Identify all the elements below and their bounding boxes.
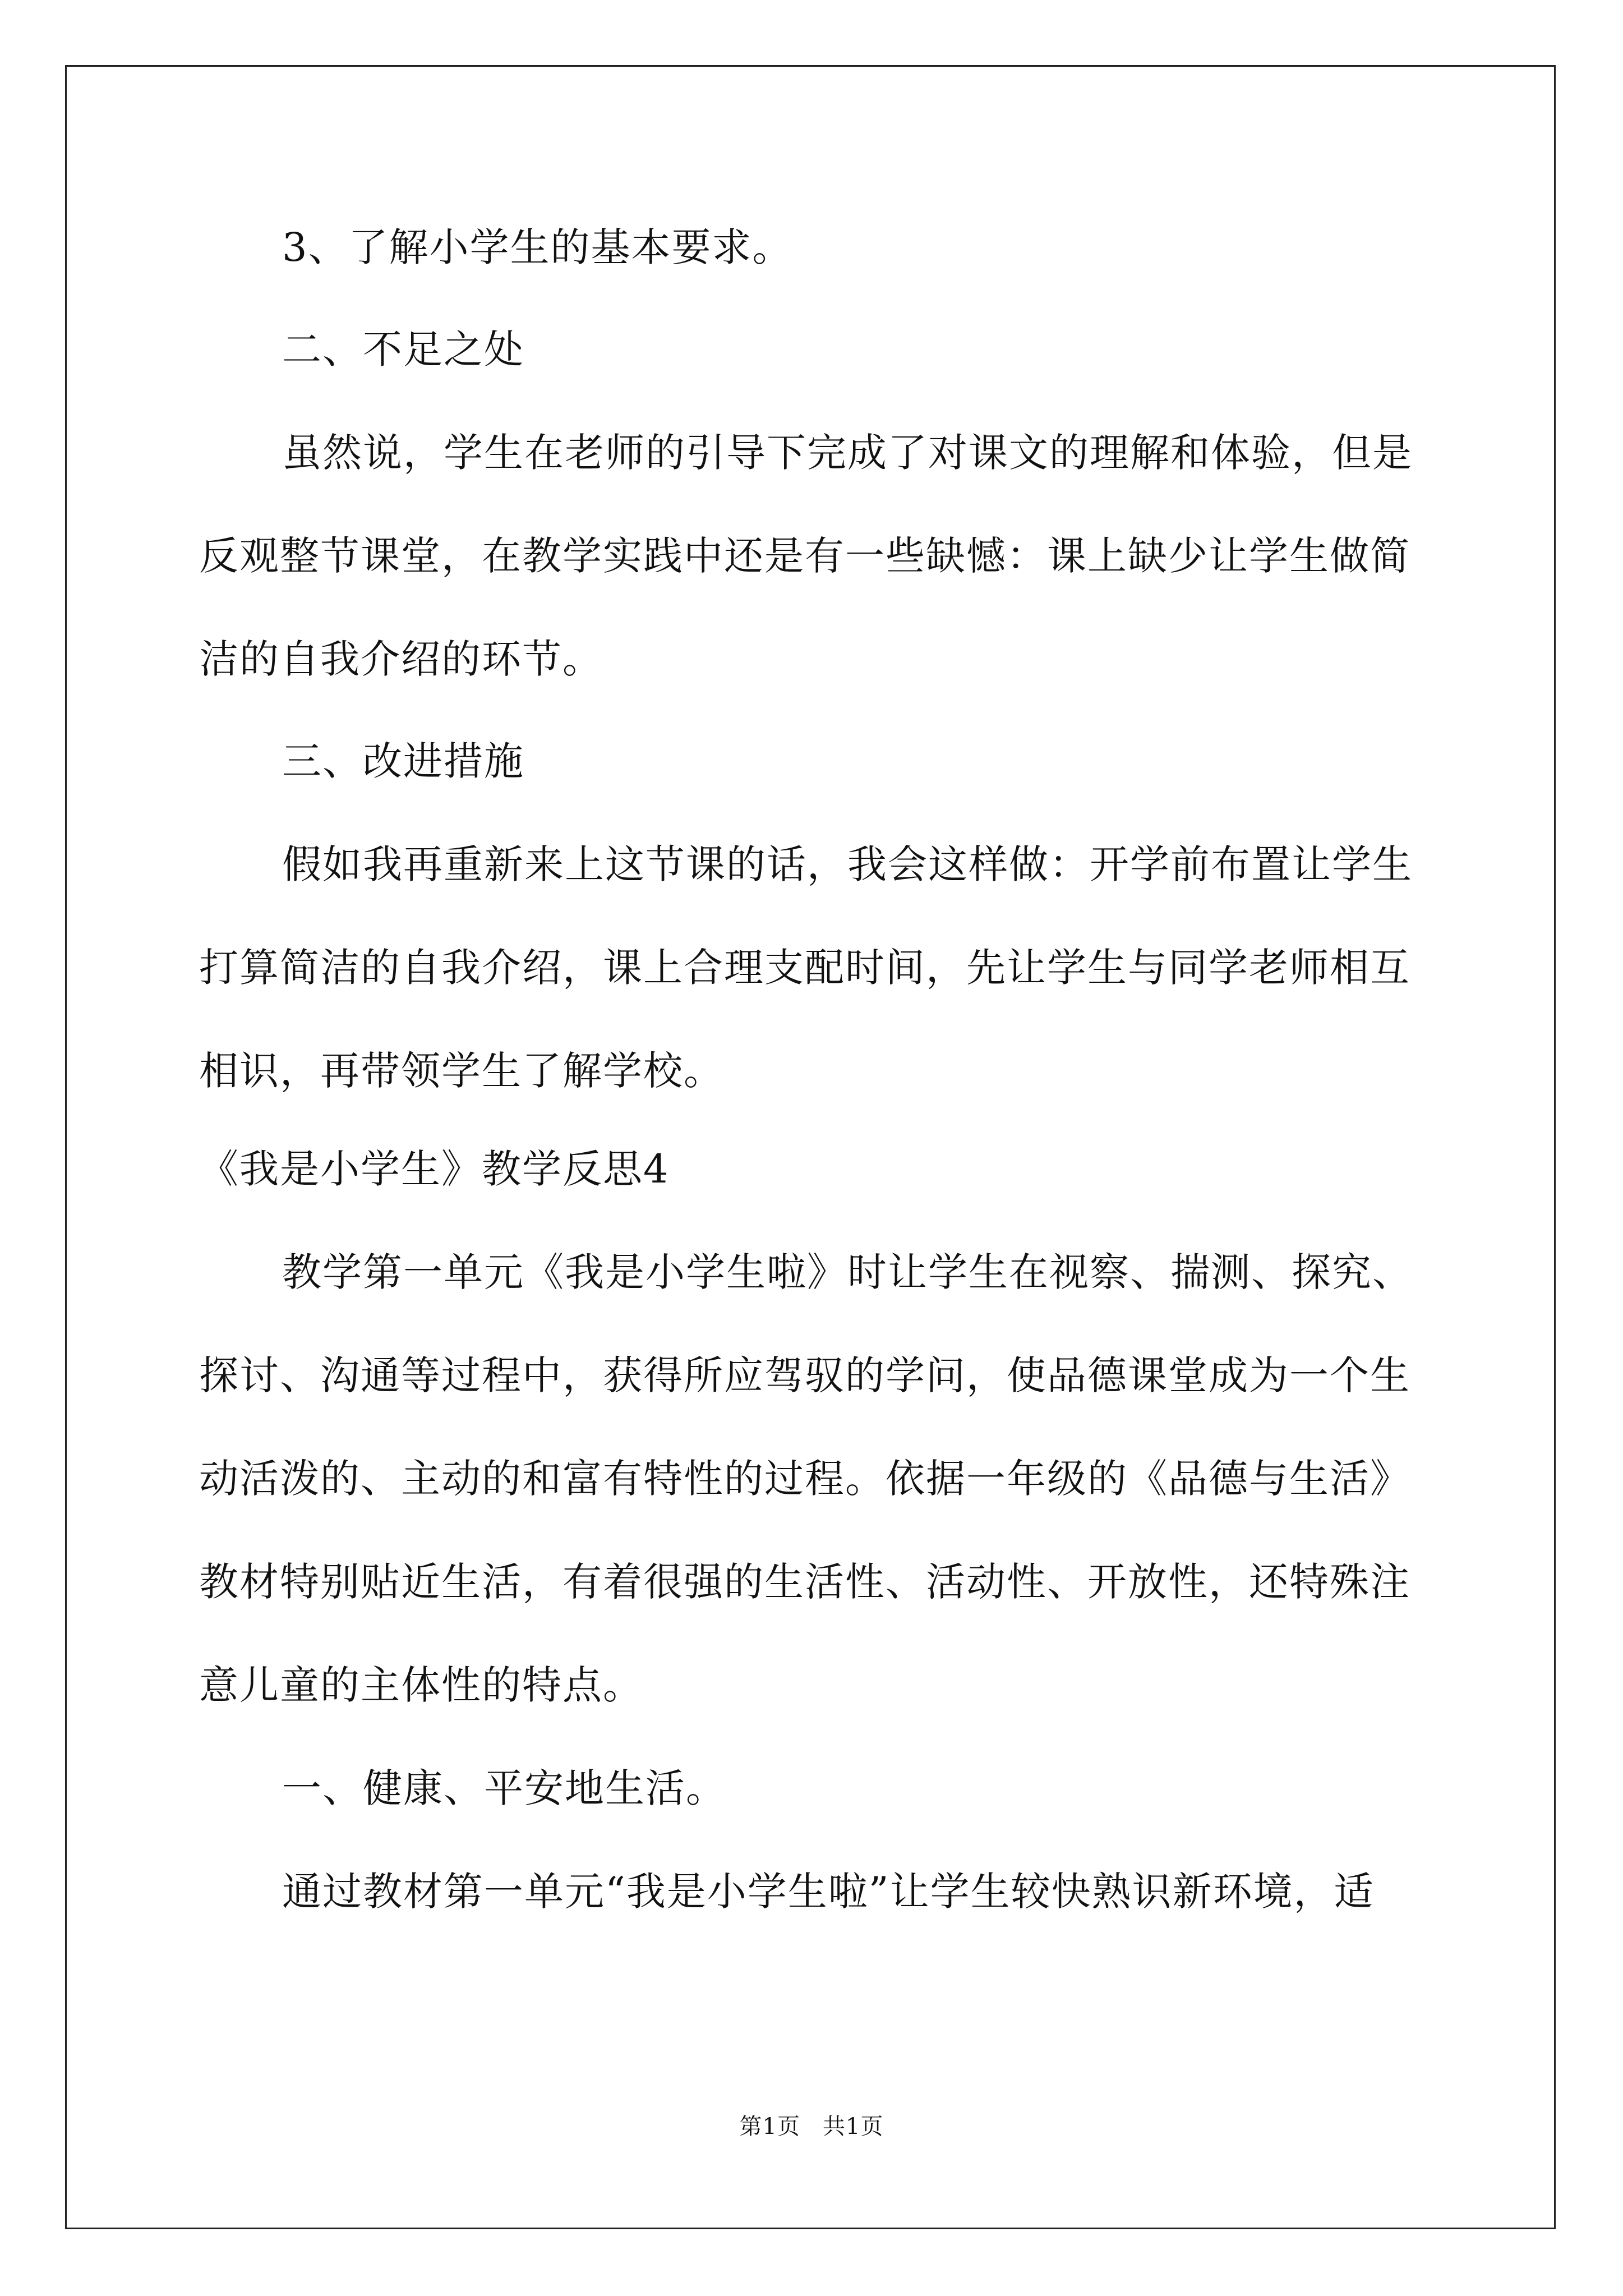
- list-item-3: 3、了解小学生的基本要求。: [282, 224, 793, 270]
- document-body: [199, 224, 1427, 1915]
- article-title: 《我是小学生》教学反思4: [199, 1146, 670, 1192]
- paragraph-line: 教材特别贴近生活，有着很强的生活性、活动性、开放性，还特殊注: [199, 1559, 1410, 1605]
- paragraph-line: 相识，再带领学生了解学校。: [199, 1048, 724, 1094]
- page-footer: [0, 2113, 1623, 2141]
- paragraph-line: 假如我再重新来上这节课的话，我会这样做：开学前布置让学生: [282, 841, 1413, 887]
- paragraph-line: 通过教材第一单元“我是小学生啦”让学生较快熟识新环境，适: [282, 1869, 1375, 1915]
- page-total: 共1页: [823, 2114, 884, 2139]
- page-number: 第1页: [739, 2114, 800, 2139]
- paragraph-line: 虽然说，学生在老师的引导下完成了对课文的理解和体验，但是: [282, 430, 1413, 476]
- paragraph-line: 洁的自我介绍的环节。: [199, 636, 603, 682]
- paragraph-line: 打算简洁的自我介绍，课上合理支配时间，先让学生与同学老师相互: [199, 945, 1410, 991]
- paragraph-line: 反观整节课堂，在教学实践中还是有一些缺憾：课上缺少让学生做简: [199, 533, 1410, 579]
- section-heading-healthy-life: 一、健康、平安地生活。: [282, 1765, 726, 1811]
- paragraph-line: 意儿童的主体性的特点。: [199, 1662, 643, 1708]
- paragraph-line: 教学第一单元《我是小学生啦》时让学生在视察、揣测、探究、: [282, 1249, 1413, 1295]
- paragraph-line: 探讨、沟通等过程中，获得所应驾驭的学问，使品德课堂成为一个生: [199, 1352, 1410, 1398]
- paragraph-line: 动活泼的、主动的和富有特性的过程。依据一年级的《品德与生活》: [199, 1456, 1410, 1502]
- section-heading-shortcomings: 二、不足之处: [282, 326, 524, 372]
- section-heading-improvements: 三、改进措施: [282, 738, 524, 784]
